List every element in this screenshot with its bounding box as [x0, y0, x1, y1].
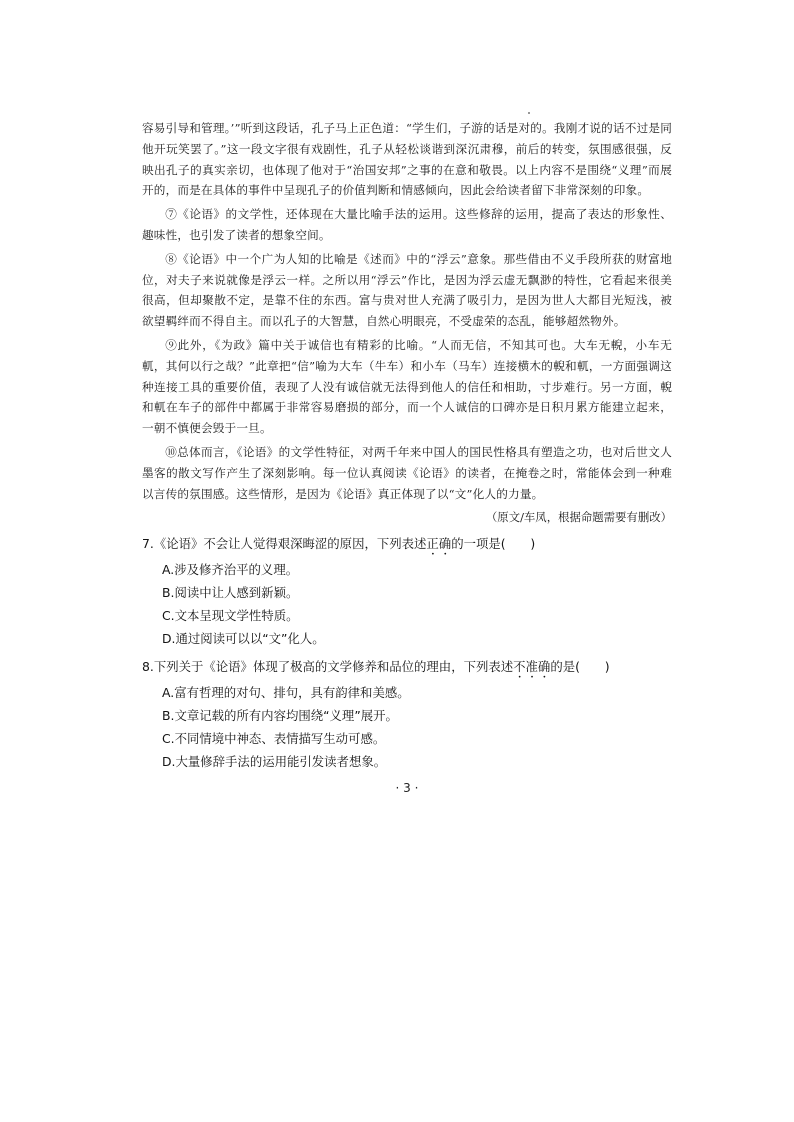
- passage-source: （原文/车凤，根据命题需要有删改）: [485, 510, 672, 525]
- question-8-stem-text: 8.下列关于《论语》体现了极高的文学修养和品位的理由，下列表述: [142, 659, 514, 675]
- passage-paragraph-10: ⑩总体而言，《论语》的文学性特征，对两千年来中国人的国民性格具有塑造之功，也对后世文人墨客的散文写作产生了深刻影响。每一位认真阅读《论语》的读者，在掩卷之时，常能体会到一种难以言传的氛围感。这些情形，是因为《论语》真正体现了以“文”化人的力量。: [142, 444, 672, 501]
- question-7-option-a: A.涉及修齐治平的义理。: [162, 562, 299, 578]
- question-8-option-c: C.不同情境中神态、表情描写生动可感。: [162, 731, 386, 747]
- question-8-stem: [142, 655, 672, 681]
- question-7-option-d: D.通过阅读可以以“文”化人。: [162, 631, 325, 647]
- question-8-emphasis: 不准确: [513, 659, 551, 675]
- question-8: [142, 655, 672, 773]
- passage-paragraph-continued: 容易引导和管理。’”听到这段话，孔子马上正色道：“学生们，子游的话是对的。我刚才说的话不过是同他开玩笑罢了。”这一段文字很有戏剧性，孔子从轻松谈谐到深沉肃穆，前后的转变，氛围感很强，反映出孔子的真实亲切，也体现了他对于“治国安邦”之事的在意和敬畏。以上内容不是围绕“义理”而展开的，而是在具体的事件中呈现孔子的价值判断和情感倾向，因此会给读者留下非常深刻的印象。: [142, 121, 672, 198]
- question-8-option-a: A.富有哲理的对句、排句，具有韵律和美感。: [162, 685, 410, 701]
- question-7: [142, 532, 672, 650]
- question-8-option-b: B.文章记载的所有内容均围绕“义理”展开。: [162, 708, 398, 724]
- passage-paragraph-8: ⑧《论语》中一个广为人知的比喻是《述而》中的“浮云”意象。那些借由不义手段所获的财富地位，对夫子来说就像是浮云一样。之所以用“浮云”作比，是因为浮云虚无飘渺的特性，它看起来很美很高，但却聚散不定，是靠不住的东西。富与贵对世人充满了吸引力，是因为世人大都目光短浅，被欲望羁绊而不得自主。而以孔子的大智慧，自然心明眼亮，不受虚荣的态乱，能够超然物外。: [142, 251, 672, 329]
- question-7-option-b: B.阅读中让人感到新颖。: [162, 585, 299, 601]
- passage: [142, 118, 672, 527]
- question-8-stem-end: 的是( ): [550, 659, 610, 675]
- question-7-stem-text: 7.《论语》不会让人觉得艰深晦涩的原因，下列表述: [142, 536, 427, 552]
- question-8-option-d: D.大量修辞手法的运用能引发读者想象。: [162, 754, 387, 770]
- passage-paragraph-9: ⑨此外，《为政》篇中关于诚信也有精彩的比喻。“人而无信，不知其可也。大车无輗，小车无軏，其何以行之哉？”此章把“信”喻为大车（牛车）和小车（马车）连接横木的輗和軏，一方面强调这种连接工具的重要价值，表现了人没有诚信就无法得到他人的信任和相助，寸步难行。另一方面，輗和軏在车子的部件中都属于非常容易磨损的部分，而一个人诚信的口碑亦是日积月累方能建立起来，一朝不慎便会毁于一旦。: [142, 337, 672, 436]
- scan-speck: [528, 112, 530, 114]
- document-page: [142, 118, 672, 795]
- passage-paragraph-7: ⑦《论语》的文学性，还体现在大量比喻手法的运用。这些修辞的运用，提高了表达的形象性、趣味性，也引发了读者的想象空间。: [142, 207, 672, 242]
- question-7-stem-end: 的一项是( ): [451, 536, 536, 552]
- question-7-stem: [142, 532, 672, 558]
- question-7-option-c: C.文本呈现文学性特质。: [162, 608, 299, 624]
- page-number: · 3 ·: [395, 781, 419, 796]
- question-7-emphasis: 正确: [426, 536, 452, 552]
